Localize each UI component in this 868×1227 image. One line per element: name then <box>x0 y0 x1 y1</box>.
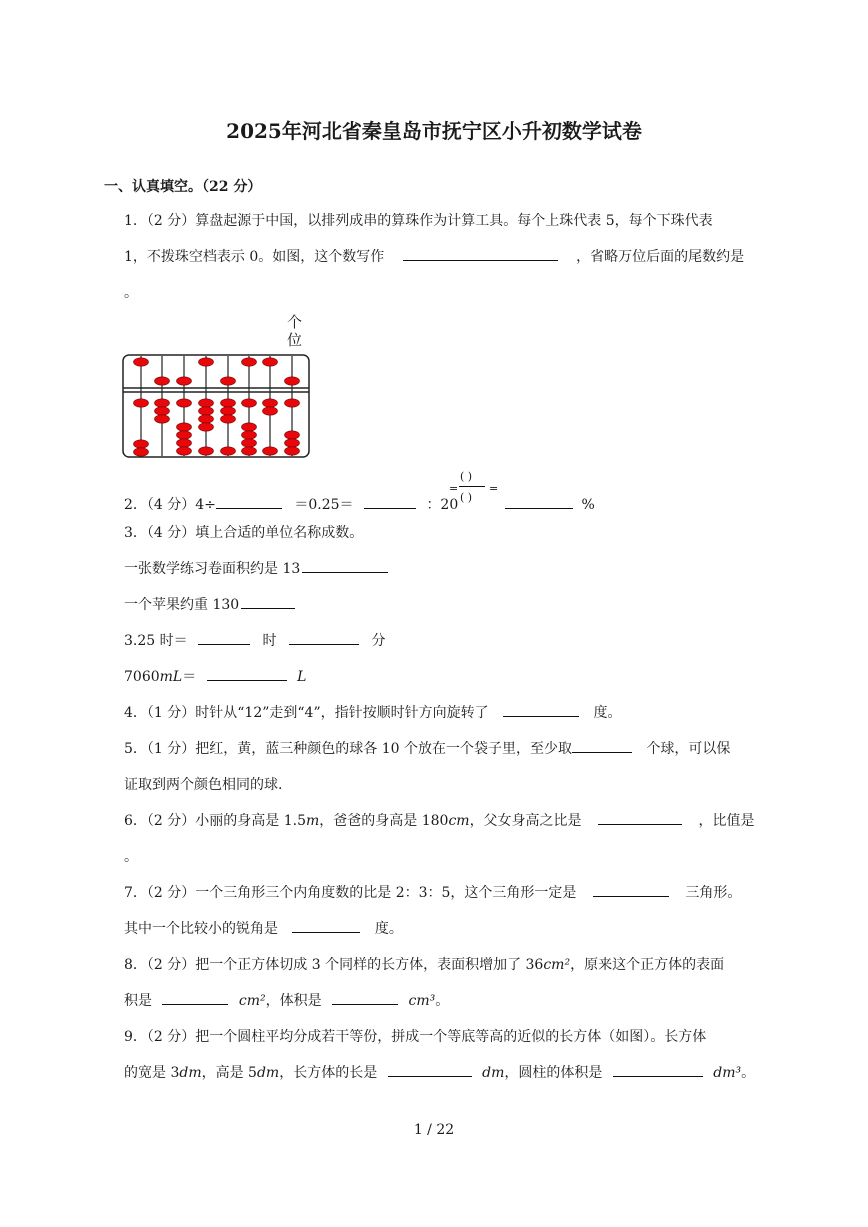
abacus-lower-bead <box>177 399 192 407</box>
fraction-bar <box>459 486 485 487</box>
abacus-upper-bead <box>199 358 214 366</box>
q8-line2: 积是 cm²，体积是 cm³。 <box>124 990 449 1010</box>
answer-blank[interactable] <box>292 918 360 933</box>
q5-line1: 5．（1 分）把红，黄，蓝三种颜色的球各 10 个放在一个袋子里，至少取 个球，可以保 <box>124 738 730 758</box>
section-heading: 一、认真填空。（22 分） <box>104 179 262 195</box>
answer-blank[interactable] <box>241 594 295 609</box>
answer-blank[interactable] <box>364 494 416 509</box>
answer-blank[interactable] <box>598 810 682 825</box>
fraction-denominator: ( ) <box>460 491 473 504</box>
q7-line2: 其中一个比较小的锐角是 度。 <box>124 918 403 938</box>
q9-line2: 的宽是 3dm，高是 5dm，长方体的长是 dm，圆柱的体积是 dm³。 <box>124 1062 755 1082</box>
q9-line1: 9．（2 分）把一个圆柱平均分成若干等份，拼成一个等底等高的近似的长方体（如图）。长方体 <box>124 1029 707 1045</box>
answer-blank[interactable] <box>216 494 282 509</box>
answer-blank[interactable] <box>198 630 250 645</box>
equals-sign: = <box>489 482 499 495</box>
answer-blank[interactable] <box>207 666 287 681</box>
q3-item-2: 一个苹果约重 130 <box>124 594 295 614</box>
abacus-upper-bead <box>155 377 170 385</box>
answer-blank[interactable] <box>613 1062 703 1077</box>
abacus <box>123 355 309 457</box>
q3-stem: 3．（4 分）填上合适的单位名称成数。 <box>124 525 364 541</box>
abacus-lower-bead <box>221 407 236 415</box>
fraction-numerator: ( ) <box>460 470 473 483</box>
abacus-lower-bead <box>199 399 214 407</box>
abacus-upper-bead <box>242 358 257 366</box>
q3-item-1: 一张数学练习卷面积约是 13 <box>124 558 388 578</box>
answer-blank[interactable] <box>505 494 573 509</box>
abacus-lower-bead <box>155 407 170 415</box>
q2-percent: % <box>505 494 595 513</box>
answer-blank[interactable] <box>403 246 558 261</box>
abacus-frame <box>123 355 309 457</box>
abacus-lower-bead <box>199 447 214 455</box>
answer-blank[interactable] <box>289 630 359 645</box>
q4-line: 4．（1 分）时针从“12”走到“4”，指针按顺时针方向旋转了 度。 <box>124 702 622 722</box>
q3-item-3: 3.25 时＝ 时 分 <box>124 630 385 650</box>
abacus-lower-bead <box>221 399 236 407</box>
abacus-lower-bead <box>199 407 214 415</box>
q5-line2: 证取到两个颜色相同的球. <box>124 777 283 793</box>
q3-item-4: 7060mL＝ L <box>124 666 306 686</box>
q2-line: 2．（4 分）4÷ ＝0.25＝ ：20 <box>124 494 458 514</box>
answer-blank[interactable] <box>388 1062 472 1077</box>
equals-sign: = <box>449 482 459 495</box>
abacus-lower-bead <box>134 448 149 456</box>
answer-blank[interactable] <box>162 990 228 1005</box>
q1-line1: 1．（2 分）算盘起源于中国，以排列成串的算珠作为计算工具。每个上珠代表 5，每个下珠代表 <box>124 213 713 229</box>
page-title: 2025年河北省秦皇岛市抚宁区小升初数学试卷 <box>226 119 642 143</box>
q7-line1: 7．（2 分）一个三角形三个内角度数的比是 2：3：5，这个三角形一定是 三角形。 <box>124 882 741 902</box>
abacus-lower-bead <box>263 399 278 407</box>
abacus-lower-bead <box>155 415 170 423</box>
abacus-lower-bead <box>242 423 257 431</box>
answer-blank[interactable] <box>332 990 398 1005</box>
abacus-lower-bead <box>177 431 192 439</box>
abacus-upper-bead <box>263 358 278 366</box>
answer-blank[interactable] <box>593 882 669 897</box>
q8-line1: 8．（2 分）把一个正方体切成 3 个同样的长方体，表面积增加了 36cm²，原来这个正方体的表面 <box>124 957 725 973</box>
abacus-label: 个 位 <box>287 313 303 349</box>
q1-line3: 。 <box>124 285 138 301</box>
abacus-upper-bead <box>221 377 236 385</box>
abacus-lower-bead <box>285 399 300 407</box>
abacus-lower-bead <box>242 399 257 407</box>
answer-blank[interactable] <box>302 558 388 573</box>
q6-line1: 6．（2 分）小丽的身高是 1.5m，爸爸的身高是 180cm，父女身高之比是 ，比值是 <box>124 810 754 830</box>
abacus-lower-bead <box>285 439 300 447</box>
abacus-lower-bead <box>285 431 300 439</box>
abacus-upper-bead <box>134 358 149 366</box>
abacus-upper-bead <box>177 377 192 385</box>
abacus-lower-bead <box>242 439 257 447</box>
abacus-lower-bead <box>242 447 257 455</box>
abacus-lower-bead <box>177 439 192 447</box>
abacus-upper-bead <box>285 377 300 385</box>
answer-blank[interactable] <box>503 702 579 717</box>
abacus-lower-bead <box>155 399 170 407</box>
abacus-lower-bead <box>177 423 192 431</box>
abacus-lower-bead <box>263 407 278 415</box>
abacus-lower-bead <box>134 440 149 448</box>
abacus-figure <box>122 354 312 460</box>
page-number: 1 / 22 <box>413 1122 455 1138</box>
q6-line2: 。 <box>124 849 138 865</box>
answer-blank[interactable] <box>572 738 632 753</box>
abacus-lower-bead <box>263 447 278 455</box>
abacus-lower-bead <box>285 447 300 455</box>
abacus-lower-bead <box>177 447 192 455</box>
abacus-lower-bead <box>221 415 236 423</box>
abacus-lower-bead <box>134 399 149 407</box>
abacus-lower-bead <box>199 415 214 423</box>
q1-line2: 1，不拨珠空档表示 0。如图，这个数写作 ，省略万位后面的尾数约是 <box>124 246 744 266</box>
abacus-lower-bead <box>221 447 236 455</box>
abacus-lower-bead <box>242 431 257 439</box>
abacus-lower-bead <box>199 423 214 431</box>
